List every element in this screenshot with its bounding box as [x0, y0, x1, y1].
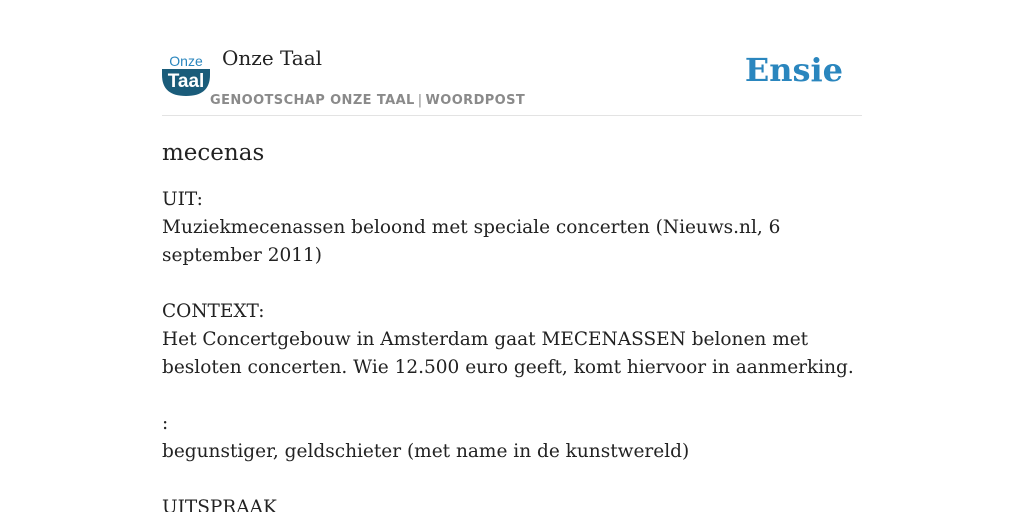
entry-content	[162, 136, 862, 512]
section-label: UITSPRAAK	[162, 497, 277, 512]
subtitle-publisher[interactable]: GENOOTSCHAP ONZE TAAL	[210, 93, 415, 108]
section-label: CONTEXT:	[162, 301, 265, 322]
section-pronunciation	[162, 494, 862, 512]
entry-title: mecenas	[162, 140, 265, 166]
section-meaning	[162, 410, 862, 466]
section-source	[162, 186, 862, 270]
section-text: Muziekmecenassen beloond met speciale concerten (Nieuws.nl, 6 september 2011)	[162, 217, 781, 266]
ensie-brand-logo[interactable]: Ensie	[744, 51, 843, 89]
logo-text-top: Onze	[169, 53, 203, 69]
logo-text-bottom: Taal	[167, 71, 205, 92]
site-title[interactable]: Onze Taal	[222, 46, 323, 70]
section-text: begunstiger, geldschieter (met name in de kunstwereld)	[162, 441, 690, 462]
section-label: :	[162, 413, 169, 434]
onze-taal-logo[interactable]	[162, 53, 210, 96]
site-header	[162, 40, 862, 116]
subtitle-section[interactable]: WOORDPOST	[425, 93, 526, 108]
section-label: UIT:	[162, 189, 203, 210]
subtitle-separator: |	[417, 93, 423, 108]
section-context	[162, 298, 862, 382]
section-text: Het Concertgebouw in Amsterdam gaat MECENASSEN belonen met besloten concerten. Wie 12.500 euro geeft, komt hiervoor in aanmerking.	[162, 329, 854, 378]
site-subtitle	[210, 93, 525, 109]
